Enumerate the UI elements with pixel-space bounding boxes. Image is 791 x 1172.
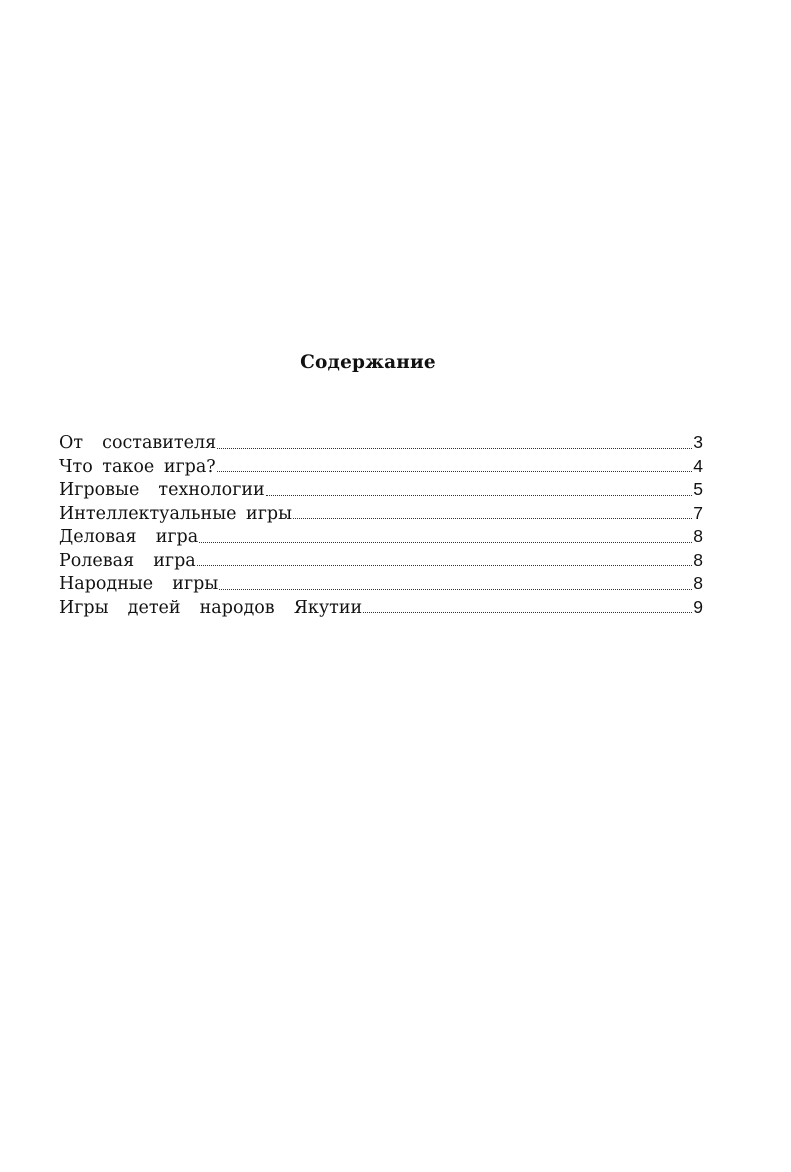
toc-entry-page: 8 <box>693 526 703 546</box>
toc-entry-label: Игры детей народов Якутии <box>59 597 363 618</box>
toc-entry-label: Деловая игра <box>59 527 199 547</box>
toc-title: Содержание <box>300 352 436 373</box>
toc-entry-from-compiler <box>59 431 703 455</box>
dot-leader <box>217 470 693 472</box>
toc-entry-label: Игровые технологии <box>59 480 265 500</box>
dot-leader <box>293 517 692 519</box>
toc-entry-page: 7 <box>693 502 703 523</box>
toc-entry-yakutia-children-games <box>59 596 703 620</box>
table-of-contents <box>59 431 703 619</box>
dot-leader <box>197 564 693 566</box>
dot-leader <box>219 588 692 590</box>
toc-entry-role-game <box>59 549 703 573</box>
dot-leader <box>363 611 692 613</box>
toc-entry-label: От составителя <box>59 433 217 453</box>
toc-entry-label: Что такое игра? <box>59 456 216 477</box>
toc-entry-page: 5 <box>693 479 703 499</box>
toc-entry-page: 9 <box>693 596 703 617</box>
toc-entry-label: Ролевая игра <box>59 550 196 571</box>
toc-entry-page: 3 <box>693 432 703 452</box>
toc-entry-folk-games <box>59 572 703 596</box>
toc-entry-what-is-game <box>59 455 703 479</box>
toc-entry-label: Интеллектуальные игры <box>59 503 293 524</box>
toc-entry-game-technologies <box>59 478 703 502</box>
toc-entry-page: 4 <box>693 455 703 476</box>
dot-leader <box>199 541 692 543</box>
toc-entry-page: 8 <box>693 549 703 570</box>
toc-entry-page: 8 <box>693 573 703 593</box>
toc-entry-intellectual-games <box>59 502 703 526</box>
toc-entry-label: Народные игры <box>59 574 219 594</box>
toc-entry-business-game <box>59 525 703 549</box>
dot-leader <box>217 447 692 449</box>
dot-leader <box>266 494 693 496</box>
